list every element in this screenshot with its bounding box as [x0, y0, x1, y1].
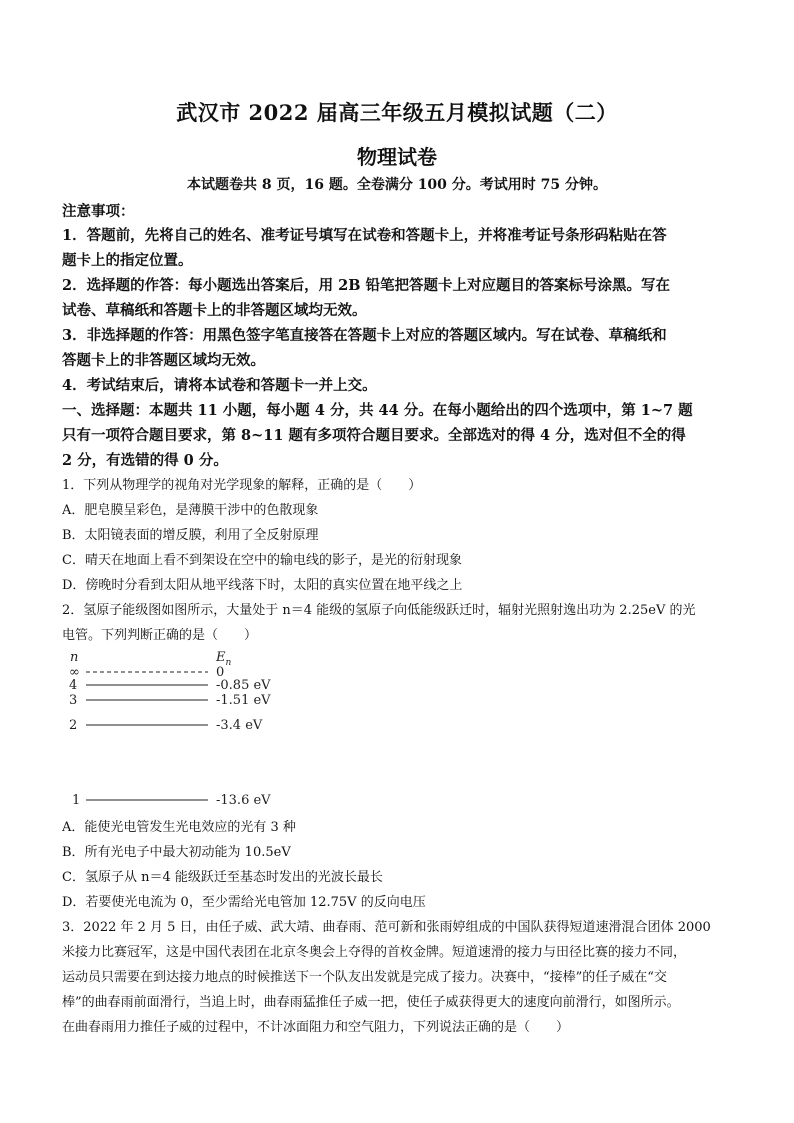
notice-line: 答题卡上的非答题区域均无效。: [62, 352, 265, 369]
q3-text: 棒”的曲春雨前面滑行，当追上时，曲春雨猛推任子威一把，使任子威获得更大的速度向前滑行，如图所示。: [62, 995, 680, 1010]
level-n-label: ∞: [69, 665, 80, 680]
q2-stem: 2．氢原子能级图如图所示，大量处于 n＝4 能级的氢原子向低能级跃迁时，辐射光照射逸出功为 2.25eV 的光: [62, 603, 696, 618]
q2-option-c: C．氢原子从 n＝4 能级跃迁至基态时发出的光波长最长: [62, 870, 383, 885]
q3-text: 米接力比赛冠军，这是中国代表团在北京冬奥会上夺得的首枚金牌。短道速滑的接力与田径比赛的接力不同，: [62, 945, 687, 960]
energy-label-sub: n: [225, 658, 232, 668]
exam-subtitle: 物理试卷: [357, 145, 437, 169]
q2-option-a: A．能使光电管发生光电效应的光有 3 种: [62, 820, 296, 835]
q3-text: 运动员只需要在到达接力地点的时候推送下一个队友出发就是完成了接力。决赛中，“接棒”的任子威在“交: [62, 970, 667, 985]
q2-stem: 电管。下列判断正确的是（ ）: [62, 628, 258, 643]
level-n-label: 3: [69, 693, 78, 708]
q1-option-c: C．晴天在地面上看不到架设在空中的输电线的影子，是光的衍射现象: [62, 553, 462, 568]
energy-label-main: E: [216, 650, 226, 665]
notice-heading: 注意事项：: [62, 203, 135, 220]
level-energy-label: -3.4 eV: [216, 718, 263, 733]
section-instruction: 只有一项符合题目要求，第 8~11 题有多项符合题目要求。全部选对的得 4 分，选对但不全的得: [62, 427, 686, 444]
n-axis-label: n: [70, 650, 79, 665]
level-energy-label: 0: [216, 665, 225, 680]
section-instruction: 一、选择题：本题共 11 小题，每小题 4 分，共 44 分。在每小题给出的四个选项中，第 1~7 题: [62, 402, 693, 419]
q1-option-b: B．太阳镜表面的增反膜，利用了全反射原理: [62, 528, 319, 543]
level-n-label: 2: [69, 718, 78, 733]
level-energy-label: -1.51 eV: [216, 693, 271, 708]
notice-line: 试卷、草稿纸和答题卡上的非答题区域均无效。: [62, 302, 367, 319]
exam-meta: 本试题卷共 8 页，16 题。全卷满分 100 分。考试用时 75 分钟。: [186, 177, 608, 193]
notice-line: 3．非选择题的作答：用黑色签字笔直接答在答题卡上对应的答题区域内。写在试卷、草稿纸和: [62, 327, 667, 344]
q1-option-a: A．肥皂膜呈彩色，是薄膜干涉中的色散现象: [62, 503, 319, 518]
notice-line: 题卡上的指定位置。: [62, 252, 193, 269]
q3-text: 在曲春雨用力推任子威的过程中，不计冰面阻力和空气阻力，下列说法正确的是（ ）: [62, 1020, 570, 1035]
q1-option-d: D．傍晚时分看到太阳从地平线落下时，太阳的真实位置在地平线之上: [62, 578, 463, 593]
level-n-label: 4: [69, 678, 78, 693]
level-energy-label: -13.6 eV: [216, 793, 271, 808]
level-n-label: 1: [72, 793, 81, 808]
exam-title: 武汉市 2022 届高三年级五月模拟试题（二）: [176, 100, 618, 125]
notice-line: 1．答题前，先将自己的姓名、准考证号填写在试卷和答题卡上，并将准考证号条形码粘贴在答: [62, 227, 667, 244]
q3-text: 3．2022 年 2 月 5 日，由任子威、武大靖、曲春雨、范可新和张雨婷组成的中国队获得短道速滑混合团体 2000: [62, 920, 711, 935]
level-energy-label: -0.85 eV: [216, 678, 271, 693]
q2-option-d: D．若要使光电流为 0，至少需给光电管加 12.75V 的反向电压: [62, 895, 426, 910]
q1-stem: 1．下列从物理学的视角对光学现象的解释，正确的是（ ）: [62, 478, 422, 493]
notice-line: 2．选择题的作答：每小题选出答案后，用 2B 铅笔把答题卡上对应题目的答案标号涂黑。写在: [62, 277, 671, 294]
energy-level-diagram: [58, 645, 286, 815]
notice-line: 4．考试结束后，请将本试卷和答题卡一并上交。: [62, 377, 377, 394]
section-instruction: 2 分，有选错的得 0 分。: [62, 452, 228, 469]
q2-option-b: B．所有光电子中最大初动能为 10.5eV: [62, 845, 291, 860]
